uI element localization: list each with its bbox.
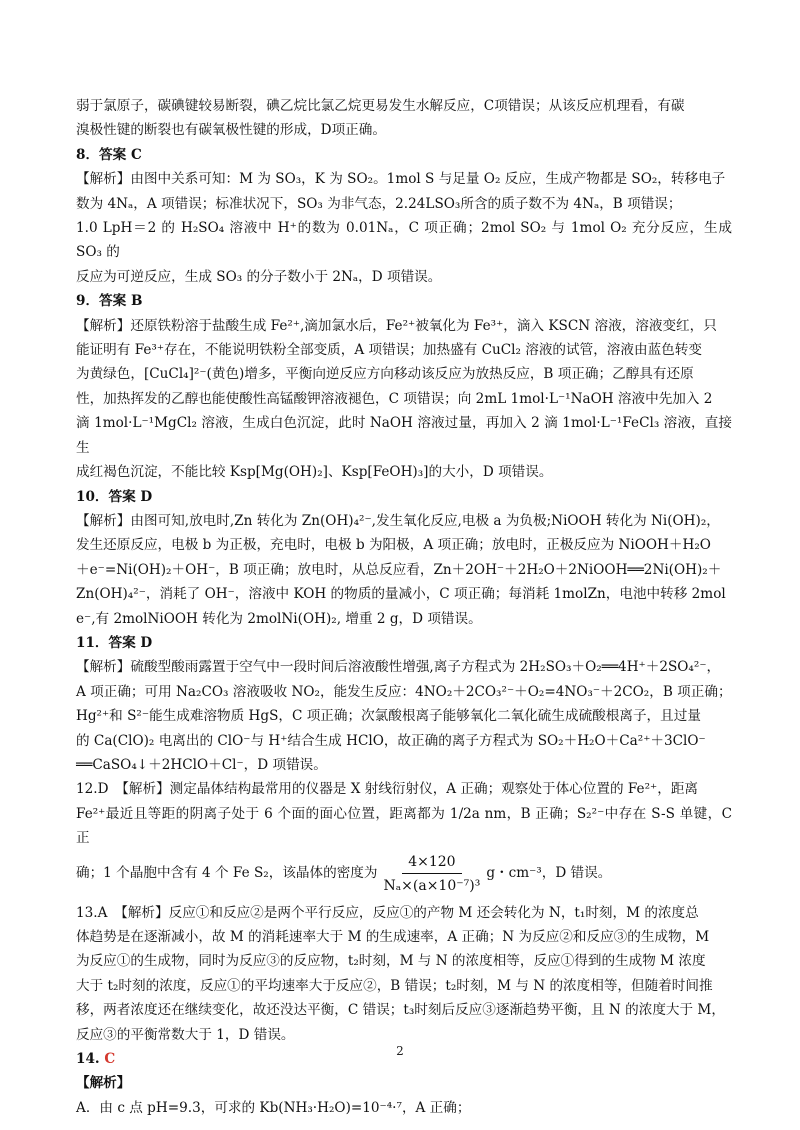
- text-line: 为反应①的生成物，同时为反应③的反应物，t₂时刻，M 与 N 的浓度相等，反应①得到的生成物 M 浓度: [76, 953, 706, 970]
- text-line: 滴 1mol·L⁻¹MgCl₂ 溶液，生成白色沉淀，此时 NaOH 溶液过量，再加入 2 滴 1mol·L⁻¹FeCl₃ 溶液，直接生: [76, 415, 732, 456]
- text-line: 反应为可逆反应，生成 SO₃ 的分子数小于 2Nₐ，D 项错误。: [76, 268, 442, 285]
- document-body: [76, 94, 732, 1120]
- text-line: A 项正确；可用 Na₂CO₃ 溶液吸收 NO₂，能发生反应：4NO₂＋2CO₃²⁻＋O₂=4NO₃⁻＋2CO₂，B 项正确；: [76, 683, 732, 700]
- page-number: 2: [396, 1044, 404, 1058]
- text-line: 溴极性键的断裂也有碳氧极性键的形成，D项正确。: [76, 122, 386, 139]
- text-line: 发生还原反应，电极 b 为正极，充电时，电极 b 为阳极，A 项正确；放电时，正极反应为 NiOOH＋H₂O: [76, 537, 711, 554]
- text-line: 为黄绿色，[CuCl₄]²⁻(黄色)增多，平衡向逆反应方向移动该反应为放热反应，B 项正确；乙醇具有还原: [76, 366, 694, 383]
- text-line: 移，两者浓度还在继续变化，故还没达平衡，C 错误；t₃时刻后反应③逐渐趋势平衡，且 N 的浓度大于 M，: [76, 1002, 725, 1019]
- fraction-denominator: Nₐ×(a×10⁻⁷)³: [383, 877, 481, 894]
- text-line: 的 Ca(ClO)₂ 电离出的 ClO⁻与 H⁺结合生成 HClO，故正确的离子方程式为 SO₂＋H₂O＋Ca²⁺＋3ClO⁻: [76, 732, 706, 749]
- text-line: 能证明有 Fe³⁺存在，不能说明铁粉全部变质，A 项错误；加热盛有 CuCl₂ 溶液的试管，溶液由蓝色转变: [76, 342, 702, 359]
- text-line: 【解析】硫酸型酸雨露置于空气中一段时间后溶液酸性增强,离子方程式为 2H₂SO₃＋O₂══4H⁺＋2SO₄²⁻，: [76, 659, 721, 676]
- text-line: 【解析】由图可知,放电时,Zn 转化为 Zn(OH)₄²⁻,发生氧化反应,电极 a 为负极;NiOOH 转化为 Ni(OH)₂，: [76, 512, 720, 529]
- text-line: 【解析】由图中关系可知：M 为 SO₃，K 为 SO₂。1mol S 与足量 O₂ 反应，生成产物都是 SO₂，转移电子: [76, 171, 726, 188]
- question-12: [76, 777, 732, 894]
- answer-heading: 11．答案 D: [76, 634, 153, 651]
- text-line: Zn(OH)₄²⁻，消耗了 OH⁻，溶液中 KOH 的物质的量减小，C 项正确；每消耗 1molZn，电池中转移 2mol: [76, 586, 726, 603]
- answer-heading: 10．答案 D: [76, 488, 153, 505]
- text-line: 数为 4Nₐ，A 项错误；标准状况下，SO₃ 为非气态，2.24LSO₃所含的质子数不为 4Nₐ，B 项错误；: [76, 195, 682, 212]
- answer-heading: 8．答案 C: [76, 146, 142, 163]
- text-line: 成红褐色沉淀，不能比较 Ksp[Mg(OH)₂]、Ksp[FeOH)₃]的大小，D 项错误。: [76, 464, 553, 481]
- question-10: [76, 485, 732, 631]
- analysis-tag: 【解析】: [76, 1075, 131, 1092]
- text-line: 1.0 LpH＝2 的 H₂SO₄ 溶液中 H⁺的数为 0.01Nₐ，C 项正确；2mol SO₂ 与 1mol O₂ 充分反应，生成 SO₃ 的: [76, 220, 732, 261]
- text-line: 13.A 【解析】反应①和反应②是两个平行反应，反应①的产物 M 还会转化为 N，t₁时刻，M 的浓度总: [76, 904, 699, 921]
- text-line: 【解析】还原铁粉溶于盐酸生成 Fe²⁺,滴加氯水后，Fe²⁺被氧化为 Fe³⁺，滴入 KSCN 溶液，溶液变红，只: [76, 317, 717, 334]
- text-line: e⁻,有 2molNiOOH 转化为 2molNi(OH)₂, 增重 2 g，D 项错误。: [76, 610, 482, 627]
- text-line: 12.D 【解析】测定晶体结构最常用的仪器是 X 射线衍射仪，A 正确；观察处于体心位置的 Fe²⁺，距离: [76, 781, 699, 798]
- density-formula-line: [76, 853, 732, 895]
- text-line: Fe²⁺最近且等距的阴离子处于 6 个面的面心位置，距离都为 1/2a nm，B 正确；S₂²⁻中存在 S-S 单键，C 正: [76, 805, 732, 847]
- answer-heading: 9．答案 B: [76, 293, 143, 310]
- question-number: 14.: [76, 1051, 100, 1068]
- intro-block: [76, 94, 732, 143]
- text-line: 体趋势是在逐渐减小，故 M 的消耗速率大于 M 的生成速率，A 正确；N 为反应②和反应③的生成物，M: [76, 929, 710, 945]
- question-9: [76, 289, 732, 484]
- fraction-numerator: 4×120: [402, 853, 461, 874]
- text-line: ══CaSO₄↓＋2HClO＋Cl⁻，D 项错误。: [76, 756, 327, 773]
- text-line: 大于 t₂时刻的浓度，反应①的平均速率大于反应②，B 错误；t₂时刻，M 与 N 的浓度相等，但随着时间推: [76, 977, 713, 994]
- formula-prefix: 确；1 个晶胞中含有 4 个 Fe S₂，该晶体的密度为: [76, 865, 378, 882]
- question-14: [76, 1047, 732, 1120]
- text-line: 反应③的平衡常数大于 1，D 错误。: [76, 1026, 295, 1043]
- formula-suffix: g・cm⁻³，D 错误。: [486, 865, 612, 882]
- answer-value: C: [104, 1051, 116, 1068]
- text-line: 弱于氯原子，碳碘键较易断裂，碘乙烷比氯乙烷更易发生水解反应，C项错误；从该反应机理看，有碳: [76, 98, 685, 114]
- question-8: [76, 143, 732, 289]
- text-line: A．由 c 点 pH=9.3，可求的 Kb(NH₃·H₂O)=10⁻⁴·⁷，A 正确；: [76, 1099, 471, 1116]
- question-11: [76, 631, 732, 777]
- density-fraction: [384, 853, 481, 895]
- question-13: [76, 901, 732, 1047]
- text-line: Hg²⁺和 S²⁻能生成难溶物质 HgS，C 项正确；次氯酸根离子能够氧化二氧化硫生成硫酸根离子，且过量: [76, 708, 701, 725]
- text-line: ＋e⁻=Ni(OH)₂＋OH⁻，B 项正确；放电时，从总反应看，Zn＋2OH⁻＋2H₂O＋2NiOOH══2Ni(OH)₂＋: [76, 561, 722, 578]
- text-line: 性，加热挥发的乙醇也能使酸性高锰酸钾溶液褪色，C 项错误；向 2mL 1mol·L⁻¹NaOH 溶液中先加入 2: [76, 390, 713, 407]
